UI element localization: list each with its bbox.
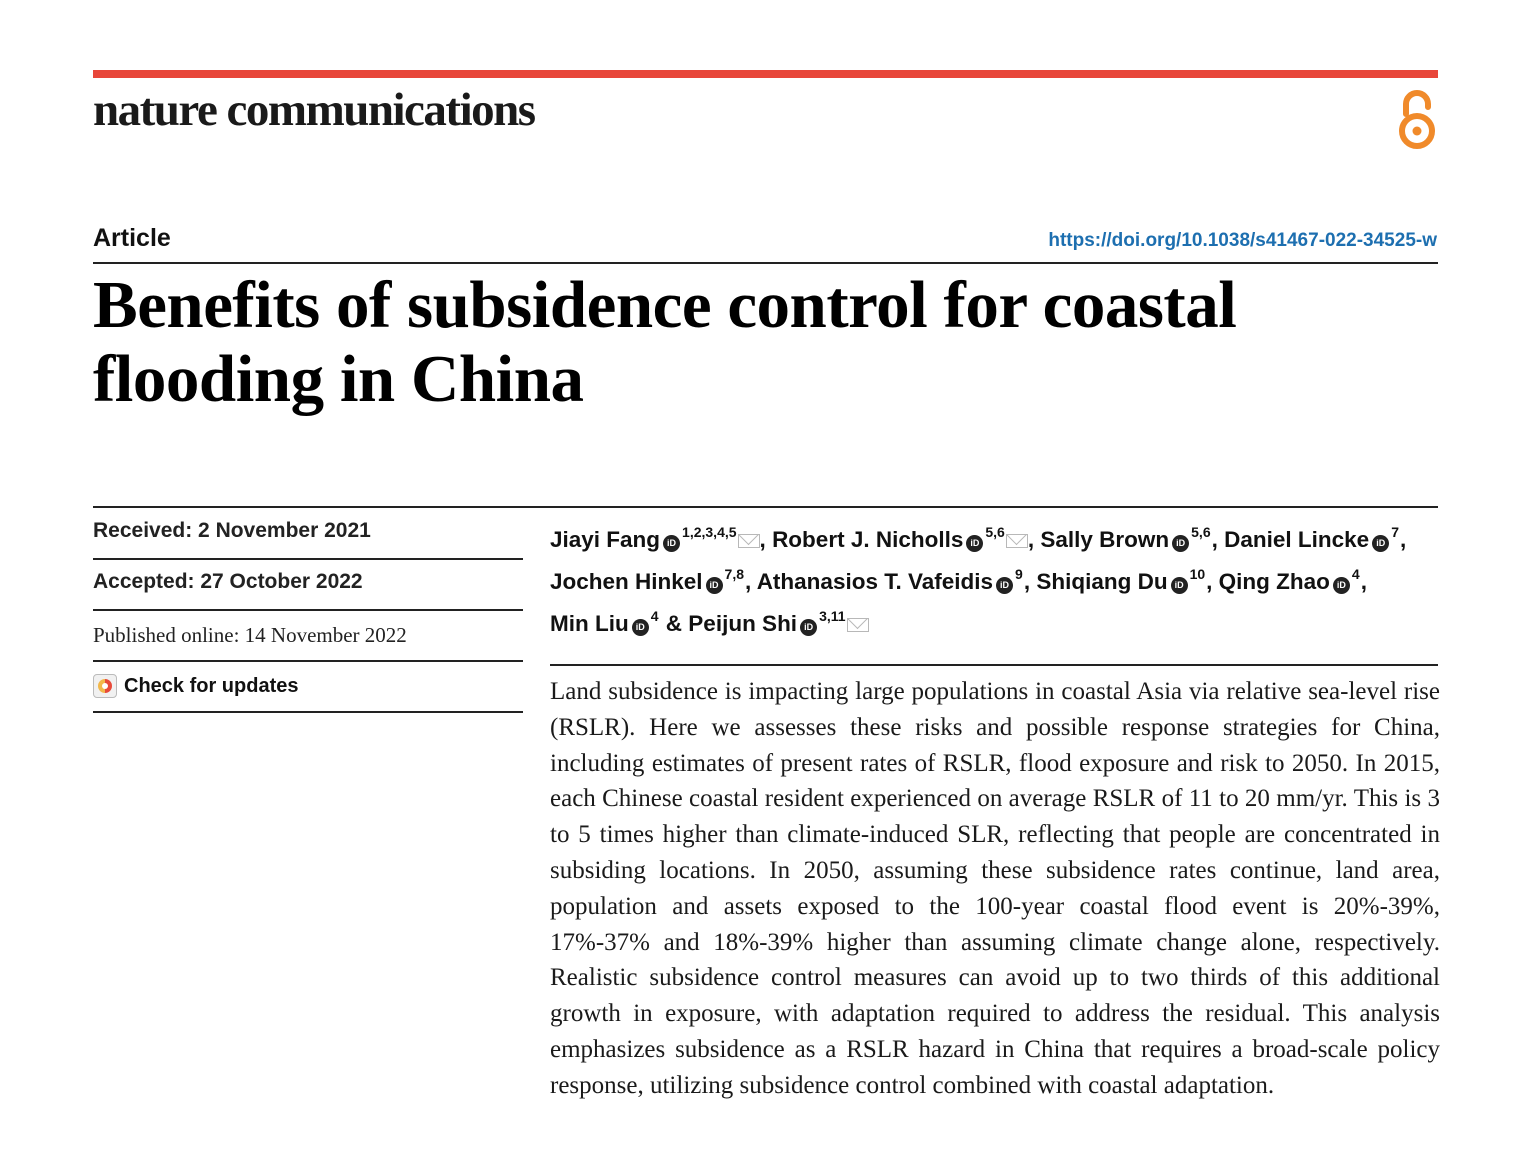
author-separator: ,	[759, 527, 773, 552]
journal-accent-bar	[93, 70, 1438, 78]
author-separator: &	[659, 611, 689, 636]
orcid-icon[interactable]: iD	[663, 535, 680, 552]
orcid-icon[interactable]: iD	[1372, 535, 1389, 552]
orcid-icon[interactable]: iD	[800, 619, 817, 636]
accepted-date: Accepted: 27 October 2022	[93, 570, 363, 593]
meta-divider-4	[93, 711, 523, 713]
author-separator: ,	[1399, 527, 1407, 552]
published-date: Published online: 14 November 2022	[93, 623, 407, 647]
author-affiliation: 3,11	[819, 608, 846, 624]
author-item	[550, 524, 760, 552]
author-separator: ,	[1023, 569, 1037, 594]
author-affiliation: 5,6	[985, 524, 1005, 540]
author-name[interactable]: Jiayi Fang	[550, 527, 661, 552]
author-name[interactable]: Robert J. Nicholls	[772, 527, 964, 552]
author-name[interactable]: Daniel Lincke	[1224, 527, 1370, 552]
abstract-divider	[550, 664, 1438, 666]
orcid-icon[interactable]: iD	[632, 619, 649, 636]
author-name[interactable]: Sally Brown	[1040, 527, 1170, 552]
author-name[interactable]: Athanasios T. Vafeidis	[756, 569, 994, 594]
author-name[interactable]: Peijun Shi	[688, 611, 798, 636]
check-for-updates-link[interactable]: Check for updates	[124, 675, 299, 697]
author-affiliation: 4	[1351, 566, 1360, 582]
doi-link[interactable]: https://doi.org/10.1038/s41467-022-34525-w	[1048, 230, 1437, 251]
author-item	[1040, 524, 1211, 552]
received-date: Received: 2 November 2021	[93, 519, 371, 542]
author-affiliation: 1,2,3,4,5	[682, 524, 737, 540]
author-item	[550, 566, 745, 594]
abstract-text: Land subsidence is impacting large populations in coastal Asia via relative sea-level rise (RSLR). Here we assesses these risks and possible response strategies for China, including estimates of present rates of RSLR, flood exposure and risk to 2050. In 2015, each Chinese coastal resident experienced on average RSLR of 11 to 20 mm/yr. This is 3 to 5 times higher than climate-induced SLR, reflecting that people are concentrated in subsiding locations. In 2050, assuming these subsidence rates continue, land area, population and assets exposed to the 100-year coastal flood event is 20%-39%, 17%-37% and 18%-39% higher than assuming climate change alone, respectively. Realistic subsidence control measures can avoid up to two thirds of this additional growth in exposure, with adaptation required to address the residual. This analysis emphasizes subsidence as a RSLR hazard in China that requires a broad-scale policy response, utilizing subsidence control combined with coastal adaptation.	[550, 678, 1440, 1099]
author-list	[550, 515, 1440, 641]
author-item	[550, 608, 660, 636]
author-affiliation: 9	[1015, 566, 1023, 582]
author-separator: ,	[745, 569, 757, 594]
author-separator: ,	[1211, 527, 1225, 552]
email-icon[interactable]	[847, 618, 869, 632]
author-affiliation: 5,6	[1191, 524, 1211, 540]
author-item	[1036, 566, 1206, 594]
meta-divider-2	[93, 609, 523, 611]
author-separator: ,	[1360, 569, 1367, 594]
author-affiliation: 7,8	[724, 566, 745, 582]
author-item	[772, 524, 1028, 552]
author-name[interactable]: Jochen Hinkel	[550, 569, 703, 594]
email-icon[interactable]	[1006, 534, 1028, 548]
author-affiliation: 7	[1391, 524, 1399, 540]
meta-divider-1	[93, 558, 523, 560]
author-item	[1224, 524, 1400, 552]
author-item	[688, 608, 868, 636]
meta-divider-top	[93, 506, 1438, 508]
open-access-icon[interactable]	[1394, 88, 1440, 152]
orcid-icon[interactable]: iD	[996, 577, 1013, 594]
author-affiliation: 10	[1189, 566, 1206, 582]
author-item	[756, 566, 1024, 594]
journal-name[interactable]: nature communications	[93, 84, 535, 136]
article-title: Benefits of subsidence control for coastal flooding in China	[93, 268, 1237, 416]
orcid-icon[interactable]: iD	[1171, 577, 1188, 594]
author-separator: ,	[1206, 569, 1219, 594]
meta-divider-3	[93, 660, 523, 662]
orcid-icon[interactable]: iD	[1333, 577, 1350, 594]
author-name[interactable]: Qing Zhao	[1218, 569, 1330, 594]
author-name[interactable]: Min Liu	[550, 611, 629, 636]
check-for-updates-icon[interactable]	[93, 674, 117, 698]
author-name[interactable]: Shiqiang Du	[1036, 569, 1168, 594]
author-affiliation: 4	[650, 608, 659, 624]
orcid-icon[interactable]: iD	[966, 535, 983, 552]
orcid-icon[interactable]: iD	[1172, 535, 1189, 552]
article-type-label: Article	[93, 224, 171, 252]
author-separator: ,	[1027, 527, 1041, 552]
header-divider	[93, 262, 1438, 264]
author-item	[1218, 566, 1361, 594]
email-icon[interactable]	[738, 534, 760, 548]
orcid-icon[interactable]: iD	[706, 577, 723, 594]
